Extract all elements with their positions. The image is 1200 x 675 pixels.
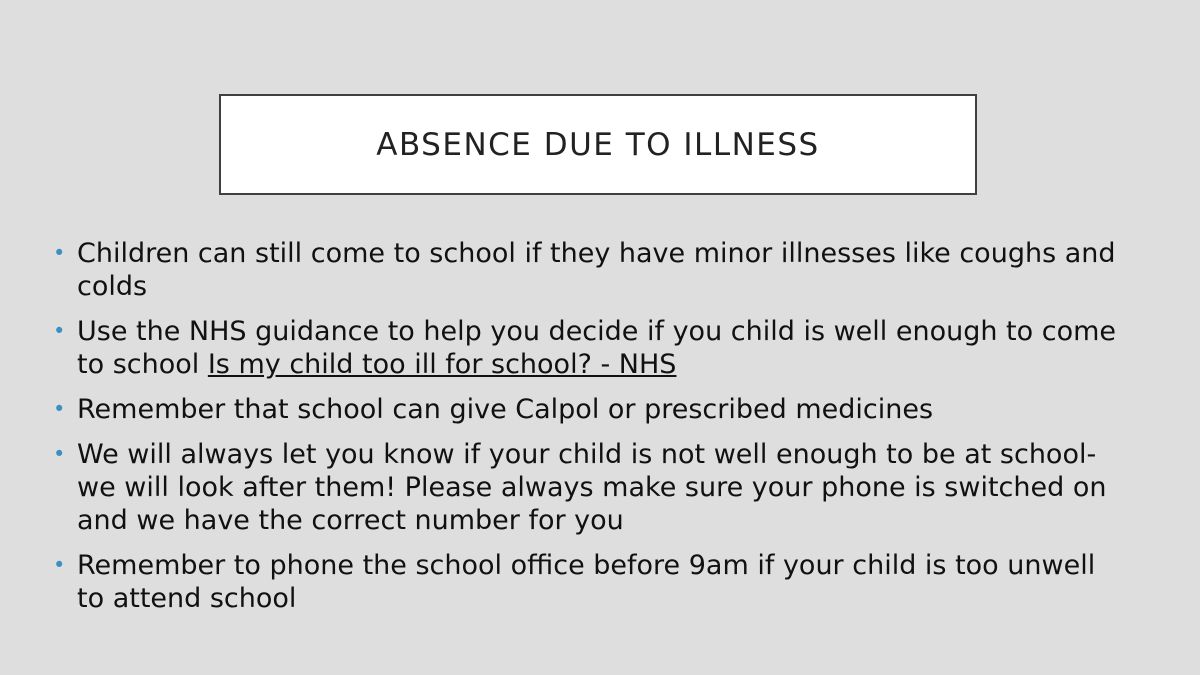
bullet-list (50, 237, 1130, 627)
bullet-text: Use the NHS guidance to help you decide if you child is well enough to come to school (77, 316, 1117, 380)
bullet-icon: • (53, 319, 66, 343)
title-box (219, 94, 977, 195)
bullet-icon: • (53, 397, 66, 421)
bullet-icon: • (53, 241, 66, 265)
bullet-text: Remember to phone the school office before 9am if your child is too unwell to attend school (77, 550, 1096, 614)
slide-title: ABSENCE DUE TO ILLNESS (376, 126, 820, 163)
bullet-item-nhs-guidance (50, 315, 1130, 381)
bullet-item-phone-office (50, 549, 1130, 615)
bullet-item-contact (50, 438, 1130, 537)
nhs-guidance-link[interactable]: Is my child too ill for school? - NHS (207, 349, 677, 380)
bullet-text: Remember that school can give Calpol or prescribed medicines (77, 394, 934, 425)
bullet-text: We will always let you know if your child is not well enough to be at school- we will look after them! Please always make sure your phone is switched on and we have the correct number for you (77, 439, 1107, 536)
bullet-icon: • (53, 442, 66, 466)
bullet-icon: • (53, 553, 66, 577)
bullet-item-minor-illnesses (50, 237, 1130, 303)
bullet-item-medicines (50, 393, 1130, 426)
bullet-text: Children can still come to school if they have minor illnesses like coughs and colds (77, 238, 1116, 302)
